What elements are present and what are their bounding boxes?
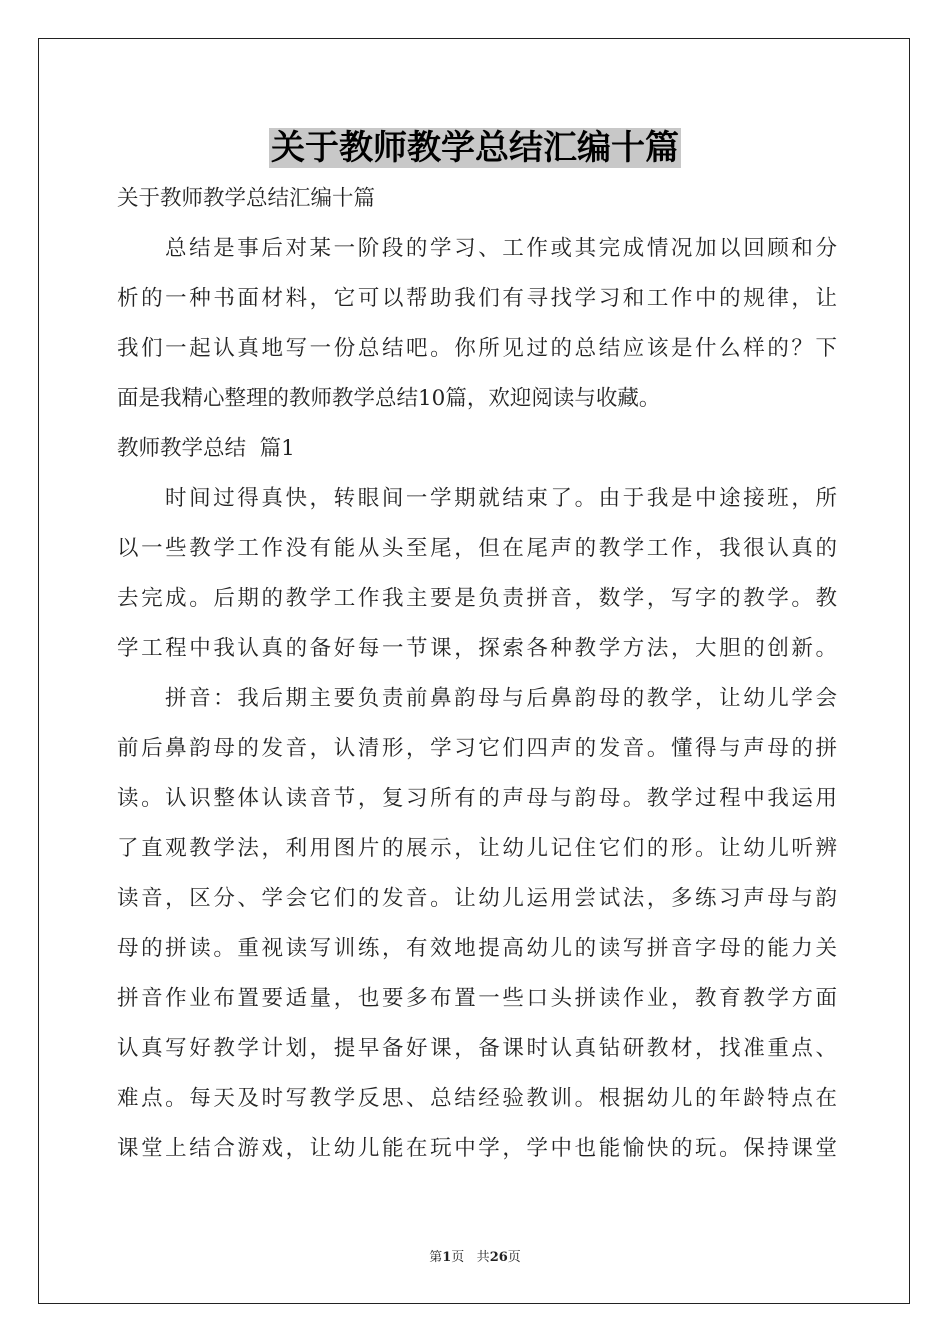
paragraph-line: 学工程中我认真的备好每一节课，探索各种教学方法，大胆的创新。: [117, 636, 837, 661]
intro-line: 析的一种书面材料，它可以帮助我们有寻找学习和工作中的规律，让: [117, 286, 837, 311]
paragraph-line: 母的拼读。重视读写训练，有效地提高幼儿的读写拼音字母的能力关: [117, 936, 837, 961]
footer-total-prefix: 共: [476, 1250, 490, 1265]
paragraph-line: 课堂上结合游戏，让幼儿能在玩中学，学中也能愉快的玩。保持课堂: [117, 1136, 837, 1161]
page-border: [38, 38, 910, 1304]
intro-line: 总结是事后对某一阶段的学习、工作或其完成情况加以回顾和分: [165, 236, 837, 261]
footer-page-prefix: 第: [429, 1250, 443, 1265]
footer-total-number: 26: [489, 1250, 508, 1265]
document-title-text: 关于教师教学总结汇编十篇: [271, 128, 679, 168]
footer-total-suffix: 页: [507, 1250, 521, 1265]
paragraph-line: 前后鼻韵母的发音，认清形，学习它们四声的发音。懂得与声母的拼: [117, 736, 837, 761]
document-subtitle: 关于教师教学总结汇编十篇: [117, 186, 376, 211]
footer-page-number: 1: [442, 1250, 452, 1265]
footer-page-suffix: 页: [451, 1250, 465, 1265]
paragraph-line: 了直观教学法，利用图片的展示，让幼儿记住它们的形。让幼儿听辨: [117, 836, 837, 861]
paragraph-line: 难点。每天及时写教学反思、总结经验教训。根据幼儿的年龄特点在: [117, 1086, 837, 1111]
intro-line: 我们一起认真地写一份总结吧。你所见过的总结应该是什么样的？下: [117, 336, 837, 361]
intro-line: 面是我精心整理的教师教学总结10篇，欢迎阅读与收藏。: [117, 386, 661, 411]
page-footer: [0, 1246, 950, 1265]
paragraph-line: 去完成。后期的教学工作我主要是负责拼音，数学，写字的教学。教: [117, 586, 837, 611]
paragraph-line: 时间过得真快，转眼间一学期就结束了。由于我是中途接班，所: [165, 486, 837, 511]
paragraph-line: 以一些教学工作没有能从头至尾，但在尾声的教学工作，我很认真的: [117, 536, 837, 561]
paragraph-line: 认真写好教学计划，提早备好课，备课时认真钻研教材，找准重点、: [117, 1036, 837, 1061]
paragraph-line: 拼音作业布置要适量，也要多布置一些口头拼读作业，教育教学方面: [117, 986, 837, 1011]
paragraph-line: 读。认识整体认读音节，复习所有的声母与韵母。教学过程中我运用: [117, 786, 837, 811]
paragraph-line: 拼音：我后期主要负责前鼻韵母与后鼻韵母的教学，让幼儿学会: [165, 686, 837, 711]
section-heading: 教师教学总结 篇1: [117, 436, 295, 461]
paragraph-line: 读音，区分、学会它们的发音。让幼儿运用尝试法，多练习声母与韵: [117, 886, 837, 911]
document-title: [0, 122, 950, 174]
